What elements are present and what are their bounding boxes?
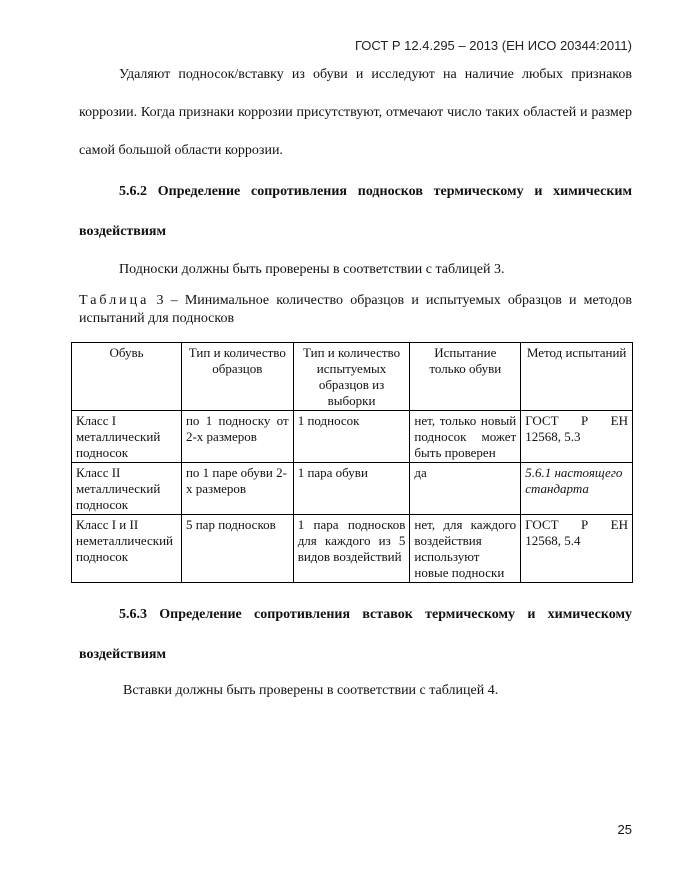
table-cell: нет, только новый подносок может быть проверен <box>410 411 521 463</box>
table-cell: по 1 паре обуви 2-х размеров <box>181 463 293 515</box>
table-3 <box>71 342 633 583</box>
paragraph-corrosion: Удаляют подносок/вставку из обуви и исследуют на наличие любых признаков коррозии. Когда признаки коррозии присутствуют, отмечают число таких областей и размер самой большой области коррозии. <box>79 67 632 158</box>
table-cell: да <box>410 463 521 515</box>
table-cell: 5 пар подносков <box>181 515 293 583</box>
table-caption-label: Таблица <box>79 293 150 308</box>
table-caption <box>79 292 632 328</box>
table-cell: ГОСТ Р ЕН 12568, 5.4 <box>521 515 633 583</box>
section-heading-5-6-2: 5.6.2 Определение сопротивления подносков термическому и химическим воздействиям <box>79 184 632 239</box>
table-cell: 1 пара обуви <box>293 463 410 515</box>
table-header-cell: Метод испытаний <box>521 343 633 411</box>
table-cell: ГОСТ Р ЕН 12568, 5.3 <box>521 411 633 463</box>
table-row <box>72 515 633 583</box>
table-row <box>72 463 633 515</box>
table-cell: Класс I металлический подносок <box>72 411 182 463</box>
section-heading-5-6-3: 5.6.3 Определение сопротивления вставок термическому и химическому воздействиям <box>79 607 632 662</box>
page-content <box>76 56 632 701</box>
table-cell: 1 пара подносков для каждого из 5 видов воздействий <box>293 515 410 583</box>
table-caption-text: 3 – Минимальное количество образцов и испытуемых образцов и методов испытаний для подносков <box>79 293 632 326</box>
table-cell: по 1 подноску от 2-х размеров <box>181 411 293 463</box>
table-row <box>72 411 633 463</box>
table-header-cell: Тип и количество образцов <box>181 343 293 411</box>
table-cell: Класс II металлический подносок <box>72 463 182 515</box>
page-number: 25 <box>617 822 632 837</box>
table-cell: 5.6.1 настоящего стандарта <box>521 463 633 515</box>
table-header-row <box>72 343 633 411</box>
document-header: ГОСТ Р 12.4.295 – 2013 (ЕН ИСО 20344:2011) <box>354 38 632 53</box>
table-cell: Класс I и II неметаллический подносок <box>72 515 182 583</box>
table-cell: 1 подносок <box>293 411 410 463</box>
table-header-cell: Испытание только обуви <box>410 343 521 411</box>
paragraph-table4-ref: Вставки должны быть проверены в соответствии с таблицей 4. <box>123 683 499 698</box>
table-cell: нет, для каждого воздействия используют новые подноски <box>410 515 521 583</box>
table-header-cell: Обувь <box>72 343 182 411</box>
table-header-cell: Тип и количество испытуемых образцов из выборки <box>293 343 410 411</box>
paragraph-table3-ref: Подноски должны быть проверены в соответствии с таблицей 3. <box>119 262 505 277</box>
